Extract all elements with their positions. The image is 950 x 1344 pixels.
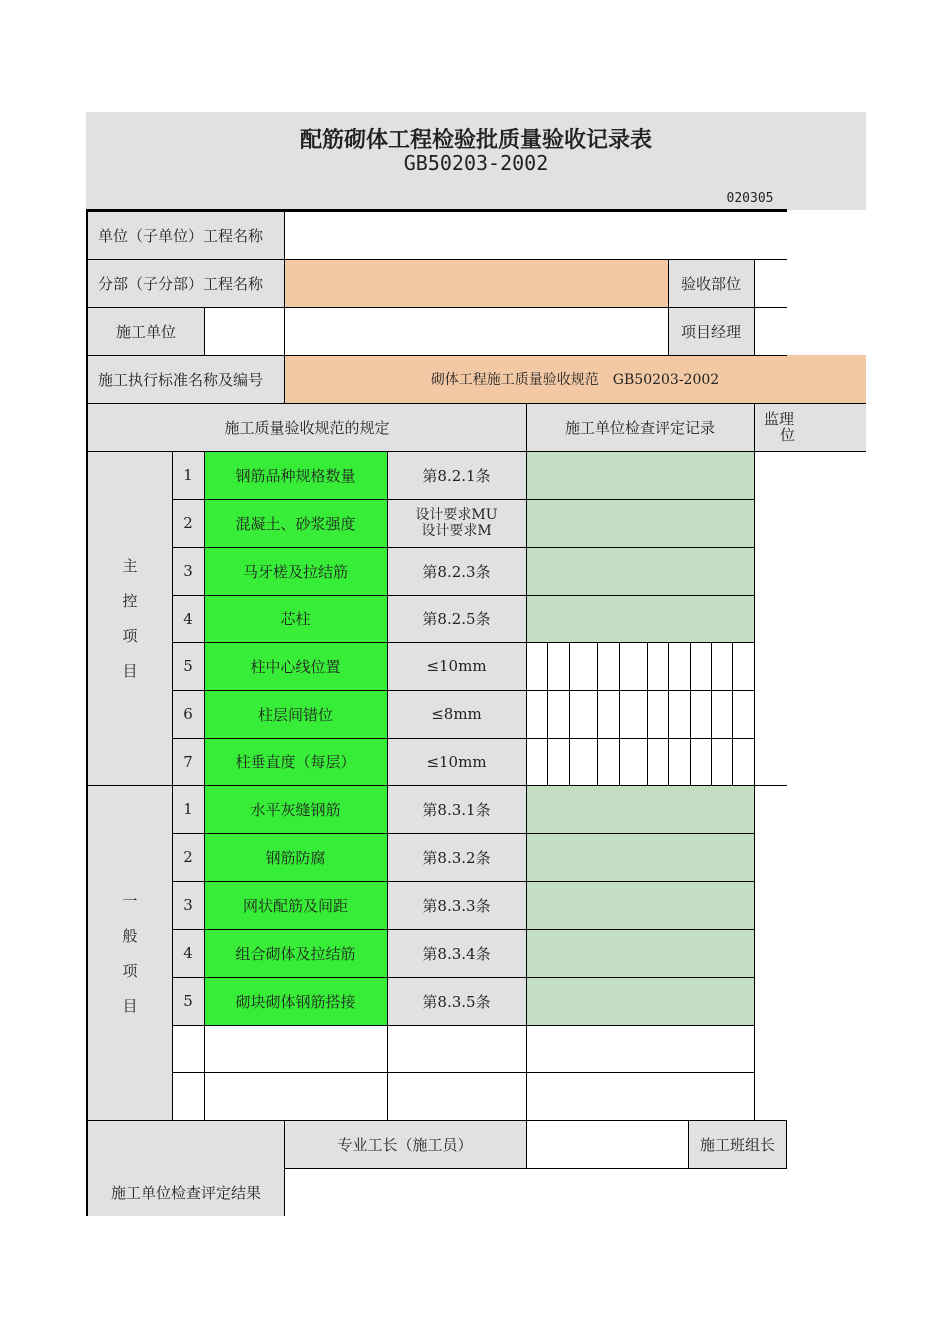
main-row-name: 钢筋品种规格数量 xyxy=(204,451,387,499)
main-row-clause: 第8.2.3条 xyxy=(387,547,526,595)
general-row-record[interactable] xyxy=(526,785,754,833)
grid-line xyxy=(172,547,754,548)
standard-label: 施工执行标准名称及编号 xyxy=(88,355,284,403)
general-row-clause-empty[interactable] xyxy=(387,1072,526,1120)
grid-line xyxy=(172,1072,754,1073)
measurement-grid-line xyxy=(569,642,570,785)
measurement-grid-line xyxy=(597,642,598,785)
general-row-record[interactable] xyxy=(526,833,754,881)
general-row-name: 组合砌体及拉结筋 xyxy=(204,929,387,977)
measurement-grid[interactable] xyxy=(526,642,754,785)
grid-line xyxy=(204,307,205,355)
standard-value: 砌体工程施工质量验收规范 GB50203-2002 xyxy=(284,355,866,403)
measurement-grid-line xyxy=(619,642,620,785)
general-row-no-empty[interactable] xyxy=(172,1072,204,1120)
general-row-clause-empty[interactable] xyxy=(387,1025,526,1072)
main-row-record[interactable] xyxy=(526,499,754,547)
result-label: 施工单位检查评定结果 xyxy=(88,1120,284,1216)
main-row-no: 3 xyxy=(172,547,204,595)
grid-line xyxy=(86,259,787,260)
grid-line xyxy=(172,1025,754,1026)
grid-line xyxy=(86,210,88,1216)
grid-line xyxy=(526,403,527,1120)
result-value[interactable] xyxy=(284,1168,787,1216)
supervisor-header-line1: 监理 xyxy=(764,410,795,428)
main-row-no: 2 xyxy=(172,499,204,547)
grid-line xyxy=(86,355,787,356)
measurement-grid-line xyxy=(647,642,648,785)
general-row-no-empty[interactable] xyxy=(172,1025,204,1072)
measurement-grid-line xyxy=(690,642,691,785)
general-row-name: 钢筋防腐 xyxy=(204,833,387,881)
grid-line xyxy=(284,212,285,355)
main-row-name: 柱垂直度（每层） xyxy=(204,738,387,785)
measurement-grid-line xyxy=(711,642,712,785)
grid-line xyxy=(172,642,754,643)
form-standard: GB50203-2002 xyxy=(403,151,549,175)
grid-line xyxy=(754,403,755,1120)
grid-line xyxy=(86,403,866,404)
grid-line xyxy=(172,977,754,978)
grid-line xyxy=(172,929,754,930)
general-row-name: 水平灰缝钢筋 xyxy=(204,785,387,833)
main-row-clause: 第8.2.1条 xyxy=(387,451,526,499)
grid-line xyxy=(754,259,755,355)
general-row-clause: 第8.3.3条 xyxy=(387,881,526,929)
accept-part-value[interactable] xyxy=(754,259,787,307)
general-row-no: 1 xyxy=(172,785,204,833)
main-row-no: 7 xyxy=(172,738,204,785)
main-row-no: 4 xyxy=(172,595,204,642)
accept-part-label: 验收部位 xyxy=(668,259,754,307)
team-leader-label: 施工班组长 xyxy=(688,1120,787,1168)
grid-line xyxy=(172,833,754,834)
grid-line xyxy=(284,1168,787,1169)
foreman-value[interactable] xyxy=(526,1120,688,1168)
grid-line xyxy=(86,785,787,786)
unit-project-label: 单位（子单位）工程名称 xyxy=(88,212,284,259)
grid-line xyxy=(387,451,388,1120)
main-items-group-label: 主 控 项 目 xyxy=(88,451,172,785)
general-row-no: 2 xyxy=(172,833,204,881)
grid-line xyxy=(86,1120,787,1121)
main-row-clause: 设计要求MU 设计要求M xyxy=(387,499,526,547)
general-row-record-empty[interactable] xyxy=(526,1025,754,1072)
general-row-no: 5 xyxy=(172,977,204,1025)
pm-label: 项目经理 xyxy=(668,307,754,355)
grid-line xyxy=(668,259,669,355)
main-row-name: 柱中心线位置 xyxy=(204,642,387,690)
form-title: 配筋砌体工程检验批质量验收记录表 xyxy=(299,127,652,152)
general-row-record[interactable] xyxy=(526,977,754,1025)
spec-column-header: 施工质量验收规范的规定 xyxy=(88,403,526,451)
main-row-name: 马牙槎及拉结筋 xyxy=(204,547,387,595)
general-row-clause: 第8.3.1条 xyxy=(387,785,526,833)
general-row-record-empty[interactable] xyxy=(526,1072,754,1120)
main-row-name: 芯柱 xyxy=(204,595,387,642)
contractor-label: 施工单位 xyxy=(88,307,204,355)
grid-line xyxy=(86,307,787,308)
grid-line xyxy=(284,1120,285,1216)
general-items-group-label: 一 般 项 目 xyxy=(88,785,172,1120)
contractor-value[interactable] xyxy=(204,307,668,355)
grid-line xyxy=(172,738,754,739)
main-row-clause: 第8.2.5条 xyxy=(387,595,526,642)
main-row-record[interactable] xyxy=(526,595,754,642)
grid-line xyxy=(172,499,754,500)
general-row-no: 3 xyxy=(172,881,204,929)
grid-line xyxy=(688,1120,689,1168)
pm-value[interactable] xyxy=(754,307,787,355)
general-row-clause: 第8.3.5条 xyxy=(387,977,526,1025)
main-row-name: 柱层间错位 xyxy=(204,690,387,738)
record-column-header: 施工单位检查评定记录 xyxy=(526,403,754,451)
unit-project-value[interactable] xyxy=(284,212,787,259)
general-row-record[interactable] xyxy=(526,881,754,929)
measurement-grid-line xyxy=(668,642,669,785)
grid-line xyxy=(172,881,754,882)
measurement-grid-line xyxy=(547,642,548,785)
grid-line xyxy=(786,1120,787,1168)
supervisor-header-line2: 位 xyxy=(780,426,796,444)
grid-line xyxy=(86,451,866,452)
supervisor-column-header xyxy=(754,403,866,451)
form-code: 020305 xyxy=(726,190,774,206)
general-row-no: 4 xyxy=(172,929,204,977)
grid-line xyxy=(172,690,754,691)
main-row-no: 1 xyxy=(172,451,204,499)
general-row-name: 砌块砌体钢筋搭接 xyxy=(204,977,387,1025)
main-row-clause: ≤10mm xyxy=(387,642,526,690)
main-row-no: 6 xyxy=(172,690,204,738)
foreman-label: 专业工长（施工员） xyxy=(284,1120,526,1168)
general-row-name-empty[interactable] xyxy=(204,1025,387,1072)
grid-line xyxy=(172,451,173,1120)
main-row-record[interactable] xyxy=(526,547,754,595)
general-row-clause: 第8.3.4条 xyxy=(387,929,526,977)
general-row-name-empty[interactable] xyxy=(204,1072,387,1120)
main-row-clause: ≤10mm xyxy=(387,738,526,785)
sub-project-label: 分部（子分部）工程名称 xyxy=(88,259,284,307)
main-row-record[interactable] xyxy=(526,451,754,499)
grid-line xyxy=(204,451,205,1120)
grid-line xyxy=(172,595,754,596)
general-row-name: 网状配筋及间距 xyxy=(204,881,387,929)
grid-line xyxy=(526,1120,527,1168)
sub-project-value[interactable] xyxy=(284,259,668,307)
main-row-no: 5 xyxy=(172,642,204,690)
general-row-record[interactable] xyxy=(526,929,754,977)
general-row-clause: 第8.3.2条 xyxy=(387,833,526,881)
main-row-clause: ≤8mm xyxy=(387,690,526,738)
measurement-grid-line xyxy=(732,642,733,785)
grid-line xyxy=(284,355,285,403)
main-row-name: 混凝土、砂浆强度 xyxy=(204,499,387,547)
